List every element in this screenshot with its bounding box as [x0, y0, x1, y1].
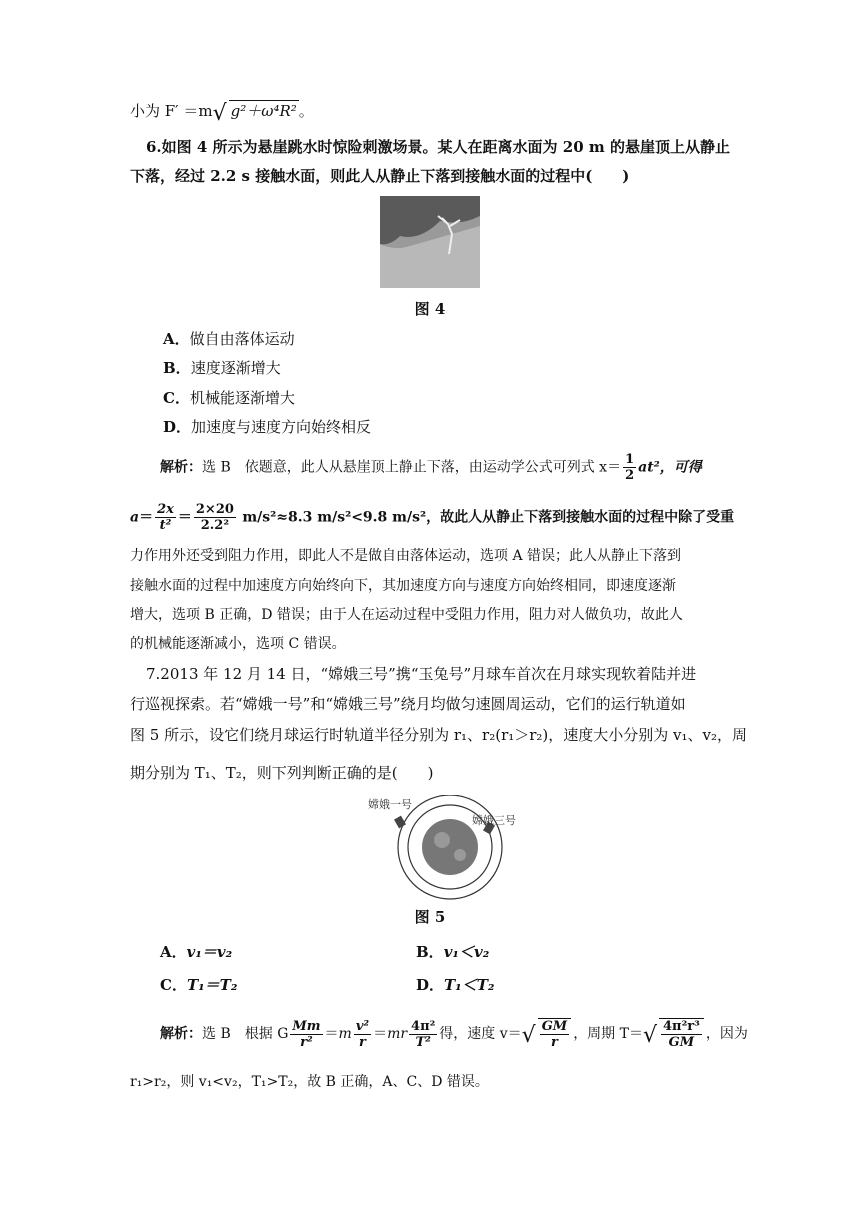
figure-5-caption: 图 5 — [414, 908, 446, 926]
orbit-label-inner: 嫦娥三号 — [472, 815, 516, 827]
cliff-diving-photo — [380, 196, 480, 288]
q6-analysis-line1: 解析：选 B 依题意，此人从悬崖顶上静止下落，由运动学公式可列式 x＝ $\frac{1}{2}$ at²，可得 — [160, 452, 702, 483]
q7-option-b: B．v₁＜v₂ — [416, 943, 490, 961]
q6-stem-line2: 下落，经过 2.2 s 接触水面，则此人从静止下落到接触水面的过程中( ) — [130, 167, 630, 185]
q6-stem-line1: 6.如图 4 所示为悬崖跳水时惊险刺激场景。某人在距离水面为 20 m 的悬崖顶上从静止 — [146, 138, 730, 156]
q7-option-c: C．T₁＝T₂ — [160, 976, 238, 994]
q7-analysis-line2: r₁>r₂，则 v₁<v₂，T₁>T₂，故 B 正确，A、C、D 错误。 — [130, 1074, 489, 1090]
q7-analysis-line1: 解析：选 B 根据 G $\frac{Mm}{\text{r²}}$ ＝m $\frac{\text{v²}}{r}$ ＝mr $\frac{\text{4π²}}{\text{T²}}$ 得，速度 v＝√ $\frac{GM}{r}$ ，周期 T＝√ $\frac{\text{4π²r³}}{GM}$ ，因为 — [160, 1018, 748, 1050]
q6-option-a: A．做自由落体运动 — [163, 330, 295, 348]
radicand: g²＋ω⁴R² — [230, 102, 297, 120]
q6-option-d: D．加速度与速度方向始终相反 — [163, 418, 372, 436]
lunar-orbit-diagram — [360, 795, 540, 905]
q7-stem-line4: 期分别为 T₁、T₂，则下列判断正确的是( ) — [130, 764, 434, 782]
q7-stem-line1: 7.2013 年 12 月 14 日，“嫦娥三号”携“玉兔号”月球车首次在月球实现软着陆并进 — [146, 665, 697, 683]
q7-option-a: A．v₁＝v₂ — [160, 943, 233, 961]
q6-analysis-line6: 的机械能逐渐减小，选项 C 错误。 — [130, 636, 346, 652]
q6-analysis-line5: 增大，选项 B 正确，D 错误；由于人在运动过程中受阻力作用，阻力对人做负功，故此人 — [130, 607, 683, 623]
q7-stem-line3: 图 5 所示，设它们绕月球运行时轨道半径分别为 r₁、r₂(r₁＞r₂)，速度大小分别为 v₁、v₂，周 — [130, 726, 748, 744]
q6-option-c: C．机械能逐渐增大 — [163, 389, 295, 407]
previous-answer-line: 小为 F′ ＝m√ g²＋ω⁴R² 。 — [130, 101, 314, 126]
formula-suffix: 。 — [298, 102, 314, 120]
q6-analysis-line2: a＝ $\frac{2x}{\text{t²}}$ ＝ $\frac{2\times 20}{\text{2.2²}}$ m/s²≈8.3 m/s²<9.8 m/s²，故此人从静止下落到接触水面的过程中除了受重 — [130, 502, 735, 533]
figure-4-caption: 图 4 — [414, 300, 446, 318]
orbit-label-outer: 嫦娥一号 — [368, 799, 412, 811]
q7-option-d: D．T₁＜T₂ — [416, 976, 495, 994]
q7-stem-line2: 行巡视探索。若“嫦娥一号”和“嫦娥三号”绕月均做匀速圆周运动，它们的运行轨道如 — [130, 695, 686, 713]
formula-prefix: 小为 F′ ＝m — [130, 102, 213, 120]
q6-analysis-line4: 接触水面的过程中加速度方向始终向下，其加速度方向与速度方向始终相同，即速度逐渐 — [130, 578, 676, 594]
q6-analysis-line3: 力作用外还受到阻力作用，即此人不是做自由落体运动，选项 A 错误；此人从静止下落到 — [130, 548, 682, 564]
q6-option-b: B．速度逐渐增大 — [163, 359, 281, 377]
